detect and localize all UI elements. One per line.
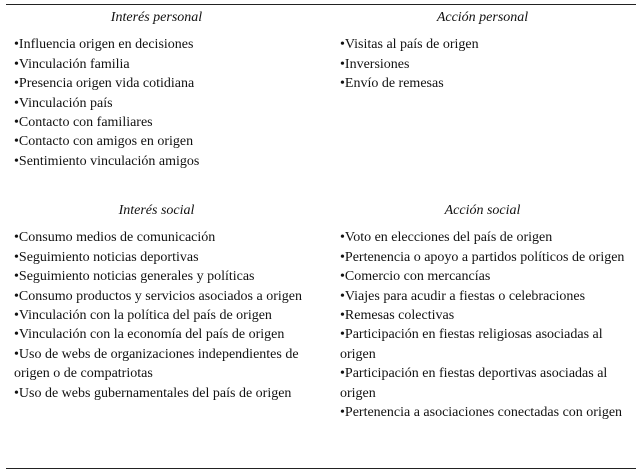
list-item: •Seguimiento noticias generales y políticas [14,269,255,285]
list-item: •Vinculación país [14,95,113,111]
list-item: •Remesas colectivas [340,308,455,324]
list-item: •Viajes para acudir a fiestas o celebraciones [340,288,586,304]
list-item: •Influencia origen en decisiones [14,37,194,53]
list-item: •Vinculación familia [14,56,130,72]
interes-social-cell [14,201,324,403]
list-item: •Vinculación con la economía del país de origen [14,327,285,343]
list-item: •Participación en fiestas religiosas asociadas al origen [340,327,603,362]
list-item: •Pertenencia a asociaciones conectadas con origen [340,405,623,421]
list-item: •Visitas al país de origen [340,37,479,53]
accion-social-list [340,228,630,422]
list-item: •Uso de webs gubernamentales del país de origen [14,385,292,401]
accion-personal-heading: Acción personal [436,10,529,25]
list-item: •Consumo medios de comunicación [14,230,216,246]
list-item: •Vinculación con la política del país de origen [14,308,272,324]
list-item: •Sentimiento vinculación amigos [14,153,200,169]
interes-personal-cell [14,8,324,171]
list-item: •Pertenencia o apoyo a partidos políticos de origen [340,249,625,265]
interes-social-list [14,228,324,403]
list-item: •Participación en fiestas deportivas asociadas al origen [340,366,608,401]
list-item: •Contacto con amigos en origen [14,134,194,150]
list-item: •Consumo productos y servicios asociados a origen [14,288,302,304]
list-item: •Voto en elecciones del país de origen [340,230,553,246]
accion-personal-list [340,35,630,93]
classification-table [6,4,636,469]
interes-personal-heading: Interés personal [110,10,203,25]
accion-social-heading: Acción social [444,203,521,218]
list-item: •Envío de remesas [340,76,444,92]
list-item: •Seguimiento noticias deportivas [14,249,199,265]
list-item: •Presencia origen vida cotidiana [14,76,195,92]
accion-personal-cell [340,8,630,94]
list-item: •Uso de webs de organizaciones independientes de origen o de compatriotas [14,346,299,382]
list-item: •Contacto con familiares [14,115,153,131]
interes-personal-list [14,35,324,171]
list-item: •Comercio con mercancías [340,269,491,285]
interes-social-heading: Interés social [118,203,195,218]
accion-social-cell [340,201,630,422]
list-item: •Inversiones [340,56,410,72]
